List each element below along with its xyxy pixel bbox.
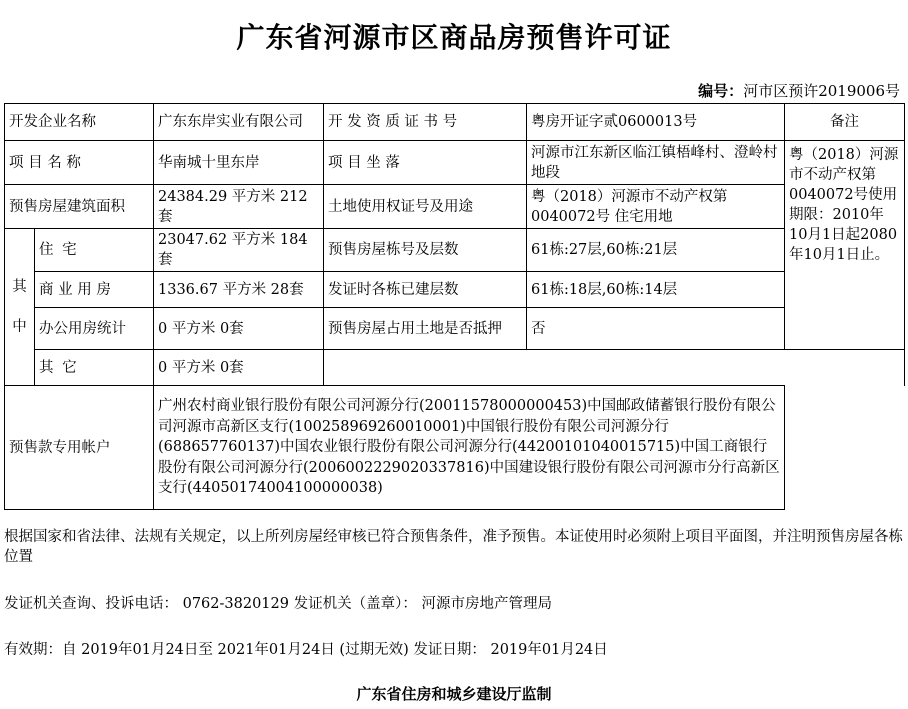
value-developer: 广东东岸实业有限公司 xyxy=(154,104,324,141)
value-cert-no: 粤房开证字贰0600013号 xyxy=(527,104,785,141)
permit-number-value: 河市区预许2019006号 xyxy=(743,82,900,100)
contact-line: 发证机关查询、投诉电话： 0762-3820129 发证机关（盖章）： 河源市房地产管理局 xyxy=(4,596,552,612)
label-project-name: 项 目 名 称 xyxy=(5,141,154,185)
label-built-floors: 发证时各栋已建层数 xyxy=(324,272,527,308)
label-office: 办公用房统计 xyxy=(35,308,154,350)
value-residential: 23047.62 平方米 184套 xyxy=(154,229,324,272)
blank-cell xyxy=(785,386,905,510)
label-of-which-2: 中 xyxy=(12,319,27,335)
document-title: 广东省河源市区商品房预售许可证 xyxy=(236,21,672,54)
empty-cell-2 xyxy=(324,350,785,386)
label-land-mortgage: 预售房屋占用土地是否抵押 xyxy=(324,308,527,350)
row-other xyxy=(5,350,905,386)
row-residential xyxy=(5,229,905,272)
row-area xyxy=(5,185,905,229)
row-commercial xyxy=(5,272,905,308)
label-commercial: 商 业 用 房 xyxy=(35,272,154,308)
label-remarks: 备注 xyxy=(785,104,905,141)
value-other: 0 平方米 0套 xyxy=(154,350,324,386)
label-of-which xyxy=(5,229,35,386)
label-developer: 开发企业名称 xyxy=(5,104,154,141)
permit-number xyxy=(698,80,900,101)
row-developer xyxy=(5,104,905,141)
row-office xyxy=(5,308,905,350)
label-other: 其 它 xyxy=(35,350,154,386)
label-cert-no: 开 发 资 质 证 书 号 xyxy=(324,104,527,141)
issuer-footer: 广东省住房和城乡建设厅监制 xyxy=(356,685,552,703)
permit-table xyxy=(4,103,905,510)
value-land-cert: 粤（2018）河源市不动产权第0040072号 住宅用地 xyxy=(527,185,785,229)
value-account: 广州农村商业银行股份有限公司河源分行(20011578000000453)中国邮政储蓄银行股份有限公司河源市高新区支行(100258969260010001)中国银行股份有限公司河源分行(688657760137)中国农业银行股份有限公司河源分行(44200101040015715)中国工商银行股份有限公司河源分行(2006002229020337816)中国建设银行股份有限公司河源市分行高新区支行(44050174004100000038) xyxy=(154,386,785,510)
label-account: 预售款专用帐户 xyxy=(5,386,154,510)
value-project-name: 华南城十里东岸 xyxy=(154,141,324,185)
approval-statement: 根据国家和省法律、法规有关规定，以上所列房屋经审核已符合预售条件，准予预售。本证使用时必须附上项目平面图，并注明预售房屋各栋位置 xyxy=(4,529,903,565)
row-account xyxy=(5,386,905,510)
permit-number-label: 编号： xyxy=(698,82,744,100)
value-remarks: 粤（2018）河源市不动产权第0040072号使用期限：2010年10月1日起2080年10月1日止。 xyxy=(785,141,905,350)
value-commercial: 1336.67 平方米 28套 xyxy=(154,272,324,308)
value-location: 河源市江东新区临江镇梧峰村、澄岭村地段 xyxy=(527,141,785,185)
label-of-which-1: 其 xyxy=(12,279,27,295)
value-land-mortgage: 否 xyxy=(527,308,785,350)
label-location: 项 目 坐 落 xyxy=(324,141,527,185)
validity-line: 有效期：自 2019年01月24日至 2021年01月24日 (过期无效) 发证日期： 2019年01月24日 xyxy=(4,642,608,658)
value-office: 0 平方米 0套 xyxy=(154,308,324,350)
value-presale-area: 24384.29 平方米 212套 xyxy=(154,185,324,229)
label-land-cert: 土地使用权证号及用途 xyxy=(324,185,527,229)
value-built-floors: 61栋:18层,60栋:14层 xyxy=(527,272,785,308)
value-building-floors: 61栋:27层,60栋:21层 xyxy=(527,229,785,272)
row-project xyxy=(5,141,905,185)
label-presale-area: 预售房屋建筑面积 xyxy=(5,185,154,229)
label-residential: 住 宅 xyxy=(35,229,154,272)
label-building-floors: 预售房屋栋号及层数 xyxy=(324,229,527,272)
